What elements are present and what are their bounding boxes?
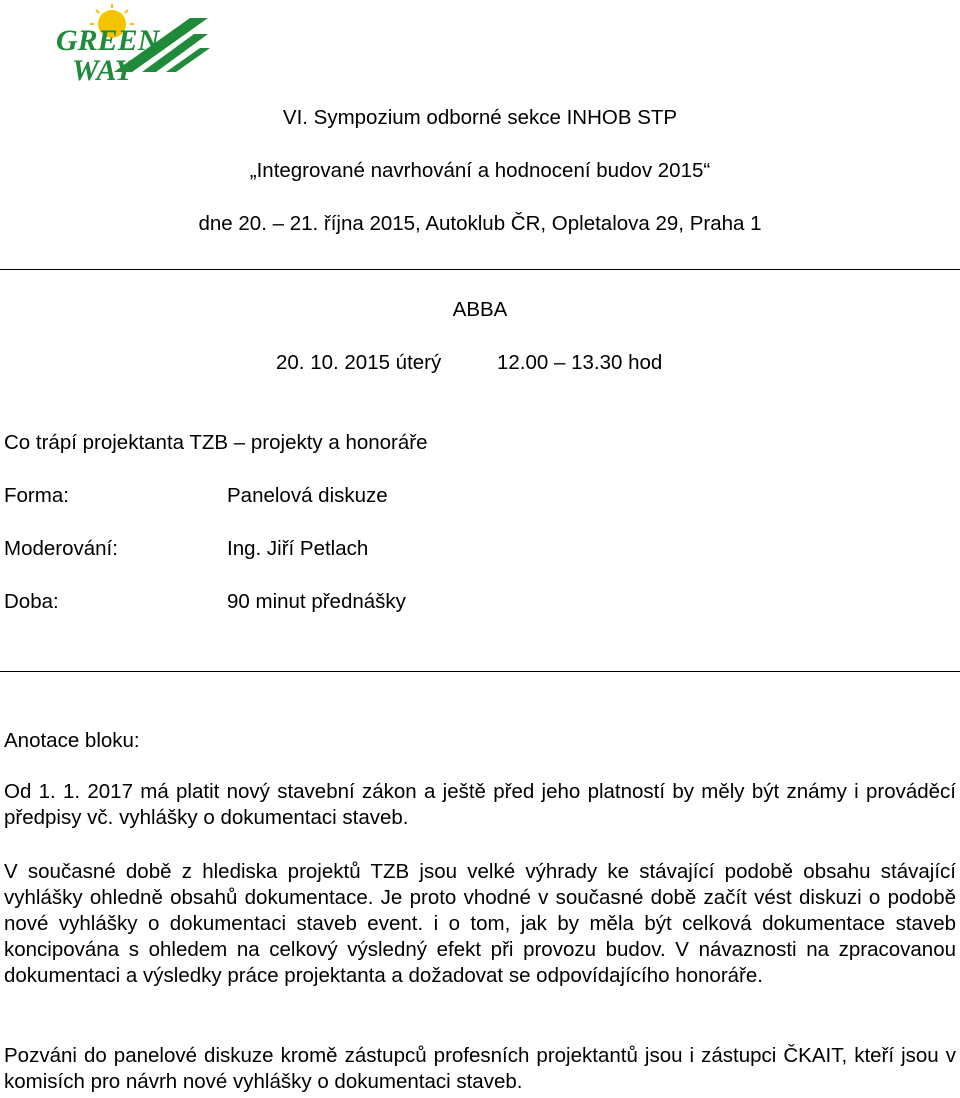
detail-value: Ing. Jiří Petlach: [227, 537, 369, 560]
event-date-place: dne 20. – 21. října 2015, Autoklub ČR, Opletalova 29, Praha 1: [198, 212, 762, 235]
annotation-paragraph: Pozváni do panelové diskuze kromě zástupců profesních projektantů jsou i zástupci ČKAIT, kteří jsou v komisích pro návrh nové vyhlášky o dokumentaci staveb.: [4, 1044, 956, 1093]
logo-text-bottom: WAY: [72, 54, 134, 86]
logo-text-top: GREEN: [56, 24, 160, 57]
divider-bottom: [0, 671, 960, 672]
green-way-logo-graphic: [54, 4, 210, 86]
annotation-heading: Anotace bloku:: [4, 729, 140, 752]
event-subtitle: „Integrované navrhování a hodnocení budov 2015“: [249, 159, 711, 182]
annotation-paragraph: V současné době z hlediska projektů TZB jsou velké výhrady ke stávající podobě obsahu stávající vyhlášky ohledně obsahů dokumentace. Je proto vhodné v současné době začít vést diskuzi o podobě nové vyhlášky o dokumentaci staveb event. i o tom, jak by měla být celková dokumentace staveb koncipována s ohledem na celkový výsledný efekt při provozu budov. V návaznosti na zpracovanou dokumentaci a výsledky práce projektanta a dožadovat se odpovídajícího honoráře.: [4, 860, 956, 987]
detail-value: Panelová diskuze: [227, 484, 388, 507]
detail-label: Forma:: [4, 484, 69, 507]
room-name: ABBA: [452, 298, 508, 321]
detail-label: Moderování:: [4, 537, 118, 560]
session-date: 20. 10. 2015 úterý: [276, 351, 442, 374]
event-title: VI. Sympozium odborné sekce INHOB STP: [282, 106, 678, 129]
green-way-logo: [54, 4, 210, 86]
session-title: Co trápí projektanta TZB – projekty a honoráře: [4, 431, 428, 454]
annotation-paragraph: Od 1. 1. 2017 má platit nový stavební zákon a ještě před jeho platností by měly být známy i prováděcí předpisy vč. vyhlášky o dokumentaci staveb.: [4, 780, 956, 829]
detail-label: Doba:: [4, 590, 59, 613]
divider-top: [0, 269, 960, 270]
detail-value: 90 minut přednášky: [227, 590, 406, 613]
session-time: 12.00 – 13.30 hod: [497, 351, 663, 374]
